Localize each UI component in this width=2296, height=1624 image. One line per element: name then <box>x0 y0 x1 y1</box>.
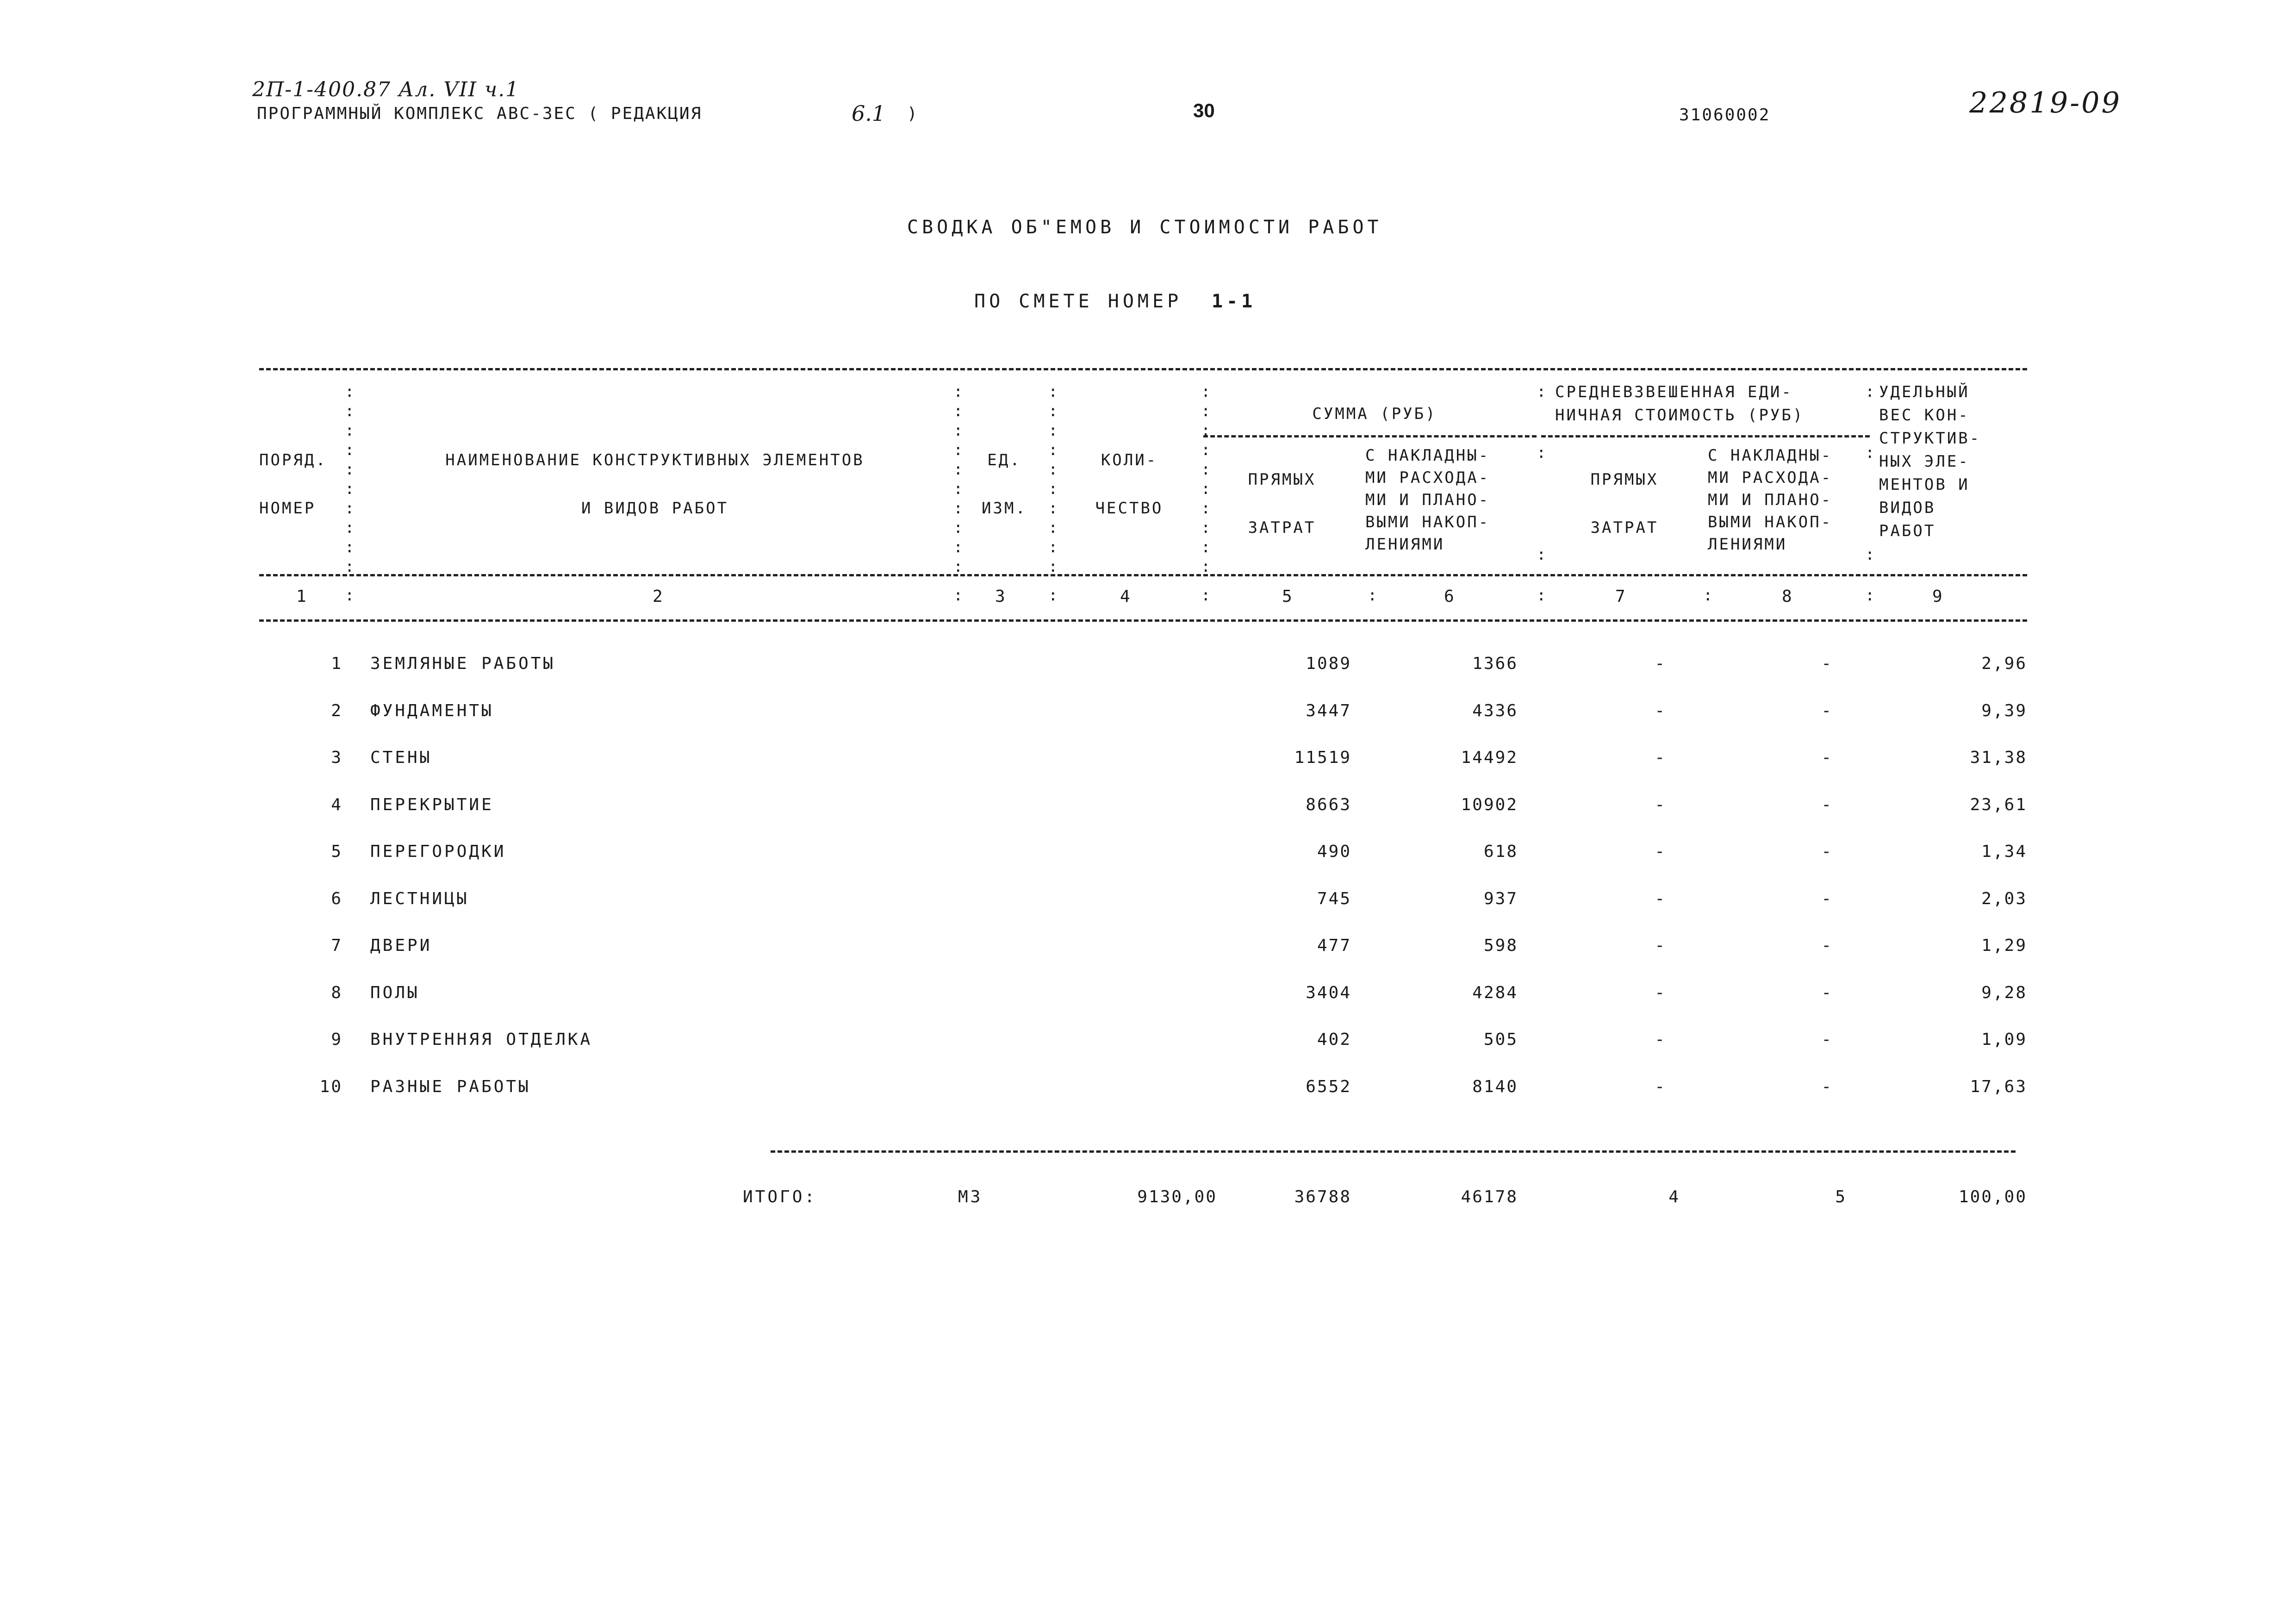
header-separator-mark: : <box>1048 402 1058 420</box>
row-share: 1,29 <box>1981 936 2027 955</box>
page-number: 30 <box>1193 100 1215 121</box>
header-sum-group: СУММА (РУБ) <box>1312 405 1437 423</box>
header-separator-mark: : <box>345 421 355 440</box>
row-avg-overhead: - <box>1821 1030 1833 1049</box>
handwritten-code: 2П-1-400.87 Ал. VII ч.1 <box>252 78 520 101</box>
total-avg-overhead: 5 <box>1835 1187 1847 1206</box>
row-share: 31,38 <box>1970 748 2027 767</box>
header-avg-group <box>1555 381 1804 427</box>
header-separator-mark: : <box>345 499 355 518</box>
header-separator-mark: : <box>345 480 355 498</box>
header-avg-direct-line1: ПРЯМЫХ <box>1590 470 1659 489</box>
program-version: 6.1 <box>852 101 886 126</box>
row-avg-direct: - <box>1655 889 1666 908</box>
header-order-number <box>259 448 327 520</box>
row-overhead-costs: 598 <box>1483 936 1518 955</box>
header-overhead-line: МИ И ПЛАНО- <box>1365 491 1490 509</box>
column-number: 1 <box>296 587 309 606</box>
column-number: 3 <box>995 587 1008 606</box>
header-separator-mark: : <box>1537 545 1546 564</box>
header-separator-mark: : <box>1865 545 1875 564</box>
header-separator-mark: : <box>1048 421 1058 440</box>
row-share: 1,09 <box>1981 1030 2027 1049</box>
header-separator-mark: : <box>1537 382 1546 401</box>
header-overhead-line: ВЫМИ НАКОП- <box>1365 513 1490 531</box>
header-quantity <box>1060 448 1199 520</box>
column-number-separator: : <box>1201 586 1211 605</box>
row-number: 10 <box>319 1077 342 1096</box>
row-element-name: ЛЕСТНИЦЫ <box>370 889 469 908</box>
row-avg-direct: - <box>1655 1077 1666 1096</box>
header-separator-mark: : <box>1048 382 1058 401</box>
header-share-line: ВЕС КОН- <box>1879 406 1970 425</box>
header-separator-mark: : <box>1201 382 1211 401</box>
header-order-line1: ПОРЯД. <box>259 451 327 469</box>
header-order-line2: НОМЕР <box>259 499 316 518</box>
header-separator-mark: : <box>1201 518 1211 537</box>
header-separator-mark: : <box>345 538 355 556</box>
row-avg-direct: - <box>1655 701 1666 720</box>
row-overhead-costs: 937 <box>1483 889 1518 908</box>
header-separator-mark: : <box>953 460 963 479</box>
row-share: 17,63 <box>1970 1077 2027 1096</box>
header-separator-mark: : <box>1048 557 1058 576</box>
row-element-name: ПЕРЕГОРОДКИ <box>370 842 506 861</box>
row-element-name: ВНУТРЕННЯЯ ОТДЕЛКА <box>370 1030 593 1049</box>
header-overhead-costs <box>1365 444 1490 556</box>
header-direct-costs <box>1213 468 1351 540</box>
header-separator-mark: : <box>345 441 355 459</box>
header-separator-mark: : <box>953 538 963 556</box>
header-separator-mark: : <box>1201 499 1211 518</box>
row-element-name: СТЕНЫ <box>370 748 432 767</box>
header-separator-mark: : <box>1048 499 1058 518</box>
row-direct-costs: 3447 <box>1306 701 1351 720</box>
row-direct-costs: 745 <box>1317 889 1351 908</box>
row-element-name: РАЗНЫЕ РАБОТЫ <box>370 1077 531 1096</box>
row-number: 9 <box>331 1030 342 1049</box>
header-unit-line2: ИЗМ. <box>982 499 1027 518</box>
avg-group-rule <box>1541 435 1870 437</box>
header-share-line: УДЕЛЬНЫЙ <box>1879 383 1970 401</box>
header-bottom-rule <box>259 574 2027 576</box>
header-overhead-line: С НАКЛАДНЫ- <box>1365 446 1490 465</box>
header-separator-mark: : <box>1048 441 1058 459</box>
header-separator-mark: : <box>1865 443 1875 462</box>
column-number-separator: : <box>1537 586 1546 605</box>
row-element-name: ПЕРЕКРЫТИЕ <box>370 795 494 814</box>
estimate-label: ПО СМЕТЕ НОМЕР <box>974 291 1182 312</box>
header-share-line: СТРУКТИВ- <box>1879 429 1981 448</box>
row-avg-overhead: - <box>1821 936 1833 955</box>
header-separator-mark: : <box>953 421 963 440</box>
row-direct-costs: 1089 <box>1306 654 1351 673</box>
row-element-name: ФУНДАМЕНТЫ <box>370 701 494 720</box>
row-element-name: ДВЕРИ <box>370 936 432 955</box>
row-avg-direct: - <box>1655 795 1666 814</box>
row-avg-overhead: - <box>1821 842 1833 861</box>
row-avg-overhead: - <box>1821 795 1833 814</box>
row-overhead-costs: 505 <box>1483 1030 1518 1049</box>
header-separator-mark: : <box>953 480 963 498</box>
row-avg-overhead: - <box>1821 1077 1833 1096</box>
header-separator-mark: : <box>1201 538 1211 556</box>
row-avg-overhead: - <box>1821 701 1833 720</box>
row-overhead-costs: 14492 <box>1461 748 1518 767</box>
header-avg-line1: СРЕДНЕВЗВЕШЕННАЯ ЕДИ- <box>1555 383 1793 401</box>
header-element-name <box>370 448 940 520</box>
col-numbers-bottom-rule <box>259 619 2027 622</box>
header-separator-mark: : <box>1865 382 1875 401</box>
row-avg-direct: - <box>1655 983 1666 1002</box>
row-direct-costs: 8663 <box>1306 795 1351 814</box>
row-share: 9,28 <box>1981 983 2027 1002</box>
header-separator-mark: : <box>953 441 963 459</box>
row-avg-direct: - <box>1655 936 1666 955</box>
total-label: ИТОГО: <box>743 1187 817 1206</box>
sum-group-rule <box>1203 435 1537 437</box>
header-avg-overhead-line: ЛЕНИЯМИ <box>1708 535 1787 554</box>
header-avg-overhead-costs <box>1708 444 1832 556</box>
estimate-number: 1-1 <box>1212 291 1257 312</box>
program-line: ПРОГРАММНЫЙ КОМПЛЕКС АВС-3ЕС ( РЕДАКЦИЯ <box>257 104 703 123</box>
header-separator-mark: : <box>1201 441 1211 459</box>
header-direct-line2: ЗАТРАТ <box>1248 518 1316 537</box>
header-separator-mark: : <box>1048 480 1058 498</box>
column-number: 6 <box>1444 587 1456 606</box>
header-avg-direct-line2: ЗАТРАТ <box>1590 518 1659 537</box>
header-separator-mark: : <box>953 499 963 518</box>
header-separator-mark: : <box>953 557 963 576</box>
header-share-line: НЫХ ЭЛЕ- <box>1879 452 1970 471</box>
row-avg-overhead: - <box>1821 654 1833 673</box>
header-unit <box>958 448 1051 520</box>
row-share: 2,03 <box>1981 889 2027 908</box>
row-direct-costs: 3404 <box>1306 983 1351 1002</box>
header-quantity-line1: КОЛИ- <box>1101 451 1158 469</box>
header-separator-mark: : <box>345 460 355 479</box>
header-separator-mark: : <box>1201 402 1211 420</box>
row-overhead-costs: 4336 <box>1472 701 1518 720</box>
header-overhead-line: МИ РАСХОДА- <box>1365 468 1490 487</box>
total-overhead: 46178 <box>1461 1187 1518 1206</box>
row-direct-costs: 402 <box>1317 1030 1351 1049</box>
header-separator-mark: : <box>1201 480 1211 498</box>
column-number: 2 <box>653 587 665 606</box>
column-number-separator: : <box>1048 586 1058 605</box>
program-version-close: ) <box>907 104 919 123</box>
column-number-separator: : <box>1703 586 1713 605</box>
column-number: 5 <box>1282 587 1294 606</box>
row-share: 9,39 <box>1981 701 2027 720</box>
row-number: 4 <box>331 795 342 814</box>
row-element-name: ЗЕМЛЯНЫЕ РАБОТЫ <box>370 654 556 673</box>
header-separator-mark: : <box>345 382 355 401</box>
header-separator-mark: : <box>1201 421 1211 440</box>
row-share: 1,34 <box>1981 842 2027 861</box>
row-overhead-costs: 10902 <box>1461 795 1518 814</box>
column-number: 7 <box>1615 587 1628 606</box>
row-avg-overhead: - <box>1821 748 1833 767</box>
header-separator-mark: : <box>345 518 355 537</box>
row-overhead-costs: 1366 <box>1472 654 1518 673</box>
row-avg-direct: - <box>1655 748 1666 767</box>
header-separator-mark: : <box>1048 518 1058 537</box>
column-number-separator: : <box>1865 586 1875 605</box>
total-direct: 36788 <box>1294 1187 1351 1206</box>
column-number: 4 <box>1120 587 1132 606</box>
row-number: 1 <box>331 654 342 673</box>
column-number: 8 <box>1782 587 1794 606</box>
total-avg-direct: 4 <box>1668 1187 1680 1206</box>
header-quantity-line2: ЧЕСТВО <box>1095 499 1164 518</box>
header-avg-overhead-line: С НАКЛАДНЫ- <box>1708 446 1833 465</box>
row-direct-costs: 6552 <box>1306 1077 1351 1096</box>
row-avg-overhead: - <box>1821 983 1833 1002</box>
header-separator-mark: : <box>1048 460 1058 479</box>
total-quantity: 9130,00 <box>1137 1187 1217 1206</box>
column-number-separator: : <box>1368 586 1377 605</box>
header-avg-line2: НИЧНАЯ СТОИМОСТЬ (РУБ) <box>1555 406 1804 425</box>
column-number: 9 <box>1932 587 1945 606</box>
header-unit-line1: ЕД. <box>987 451 1021 469</box>
header-overhead-line: ЛЕНИЯМИ <box>1365 535 1445 554</box>
header-separator-mark: : <box>345 402 355 420</box>
header-separator-mark: : <box>1537 443 1546 462</box>
header-separator-mark: : <box>345 557 355 576</box>
header-separator-mark: : <box>1201 557 1211 576</box>
header-share-line: РАБОТ <box>1879 522 1936 540</box>
row-direct-costs: 477 <box>1317 936 1351 955</box>
header-direct-line1: ПРЯМЫХ <box>1248 470 1316 489</box>
row-share: 2,96 <box>1981 654 2027 673</box>
row-overhead-costs: 8140 <box>1472 1077 1518 1096</box>
report-title: СВОДКА ОБ"ЕМОВ И СТОИМОСТИ РАБОТ <box>907 217 1382 238</box>
header-avg-overhead-line: МИ И ПЛАНО- <box>1708 491 1833 509</box>
header-name-line2: И ВИДОВ РАБОТ <box>581 499 729 518</box>
row-number: 6 <box>331 889 342 908</box>
row-number: 3 <box>331 748 342 767</box>
header-share-line: МЕНТОВ И <box>1879 475 1970 494</box>
header-separator-mark: : <box>953 382 963 401</box>
row-number: 7 <box>331 936 342 955</box>
row-share: 23,61 <box>1970 795 2027 814</box>
row-number: 2 <box>331 701 342 720</box>
header-avg-overhead-line: ВЫМИ НАКОП- <box>1708 513 1833 531</box>
row-number: 5 <box>331 842 342 861</box>
total-unit: М3 <box>958 1187 983 1206</box>
row-avg-overhead: - <box>1821 889 1833 908</box>
row-direct-costs: 11519 <box>1294 748 1351 767</box>
row-avg-direct: - <box>1655 842 1666 861</box>
header-separator-mark: : <box>1201 460 1211 479</box>
header-separator-mark: : <box>1048 538 1058 556</box>
stamp-number: 22819-09 <box>1969 86 2122 119</box>
document-code: 31060002 <box>1679 106 1771 125</box>
row-overhead-costs: 618 <box>1483 842 1518 861</box>
header-share <box>1879 381 1981 543</box>
column-number-separator: : <box>953 586 963 605</box>
header-avg-direct-costs <box>1555 468 1694 540</box>
header-name-line1: НАИМЕНОВАНИЕ КОНСТРУКТИВНЫХ ЭЛЕМЕНТОВ <box>445 451 865 469</box>
row-avg-direct: - <box>1655 654 1666 673</box>
total-separator-rule <box>771 1150 2016 1153</box>
header-avg-overhead-line: МИ РАСХОДА- <box>1708 468 1833 487</box>
row-number: 8 <box>331 983 342 1002</box>
row-overhead-costs: 4284 <box>1472 983 1518 1002</box>
table-top-rule <box>259 368 2027 370</box>
header-share-line: ВИДОВ <box>1879 499 1936 517</box>
row-avg-direct: - <box>1655 1030 1666 1049</box>
row-direct-costs: 490 <box>1317 842 1351 861</box>
total-share: 100,00 <box>1958 1187 2027 1206</box>
header-separator-mark: : <box>953 518 963 537</box>
row-element-name: ПОЛЫ <box>370 983 420 1002</box>
header-separator-mark: : <box>953 402 963 420</box>
column-number-separator: : <box>345 586 355 605</box>
